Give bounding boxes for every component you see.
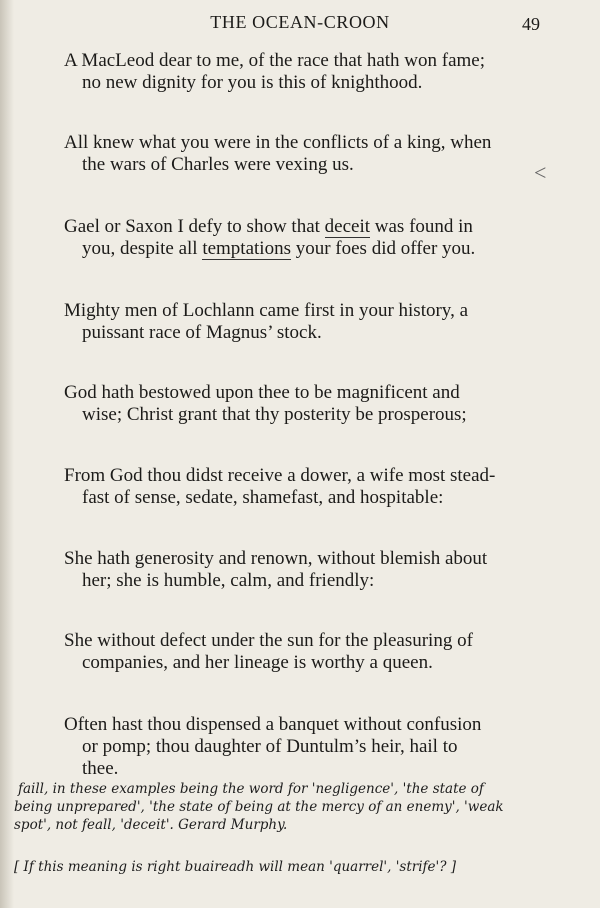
stanza-line: She hath generosity and renown, without blemish about (64, 548, 488, 569)
stanza-line: Often hast thou dispensed a banquet without confusion (64, 714, 482, 735)
margin-arrow-mark: < (534, 160, 547, 185)
handwritten-note (14, 780, 594, 834)
stanza-3 (64, 216, 536, 260)
handwritten-note-line: being unprepared', 'the state of being at the mercy of an enemy', 'weak (14, 799, 504, 815)
handwritten-note-line: spot', not feall, 'deceit'. Gerard Murphy. (14, 817, 288, 833)
handwritten-note-line: [ If this meaning is right buaireadh will mean 'quarrel', 'strife'? ] (14, 859, 457, 875)
stanza-1 (64, 50, 536, 94)
stanza-text: your foes did offer you. (290, 238, 476, 259)
stanza-text: you, despite all (82, 238, 203, 259)
stanza-line: Mighty men of Lochlann came first in your history, a (64, 300, 469, 321)
stanza-line: or pomp; thou daughter of Duntulm’s heir, hail to (82, 736, 458, 757)
stanza-4 (64, 300, 536, 344)
stanza-line (64, 216, 536, 238)
stanza-9 (64, 714, 536, 780)
stanza-line: puissant race of Magnus’ stock. (82, 322, 322, 343)
stanza-text: was found in (370, 216, 473, 237)
stanza-2 (64, 132, 536, 176)
stanza-line: A MacLeod dear to me, of the race that hath won fame; (64, 50, 485, 71)
stanza-text: Gael or Saxon I defy to show that (64, 216, 325, 237)
stanza-line: God hath bestowed upon thee to be magnificent and (64, 382, 460, 403)
stanza-line: her; she is humble, calm, and friendly: (82, 570, 375, 591)
stanza-7 (64, 548, 536, 592)
stanza-line: the wars of Charles were vexing us. (82, 154, 354, 175)
stanza-5 (64, 382, 536, 426)
stanza-line: wise; Christ grant that thy posterity be prosperous; (82, 404, 467, 425)
stanza-line: no new dignity for you is this of knighthood. (82, 72, 423, 93)
stanza-line: thee. (82, 758, 119, 779)
stanza-6 (64, 465, 536, 509)
page-number: 49 (522, 14, 540, 34)
underlined-word-temptations: temptations (202, 238, 291, 259)
stanza-line: fast of sense, sedate, shamefast, and hospitable: (82, 487, 444, 508)
stanza-8 (64, 630, 536, 674)
running-header-title: THE OCEAN-CROON (210, 12, 390, 32)
page-gutter-shadow (0, 0, 14, 908)
stanza-line (64, 238, 536, 260)
stanza-line: She without defect under the sun for the pleasuring of (64, 630, 473, 651)
handwritten-bracket-note (14, 858, 594, 876)
stanza-line: All knew what you were in the conflicts of a king, when (64, 132, 492, 153)
stanza-line: From God thou didst receive a dower, a wife most stead- (64, 465, 496, 486)
underlined-word-deceit: deceit (324, 216, 371, 237)
stanza-line: companies, and her lineage is worthy a queen. (82, 652, 433, 673)
handwritten-note-line: faill, in these examples being the word for 'negligence', 'the state of (18, 781, 484, 797)
